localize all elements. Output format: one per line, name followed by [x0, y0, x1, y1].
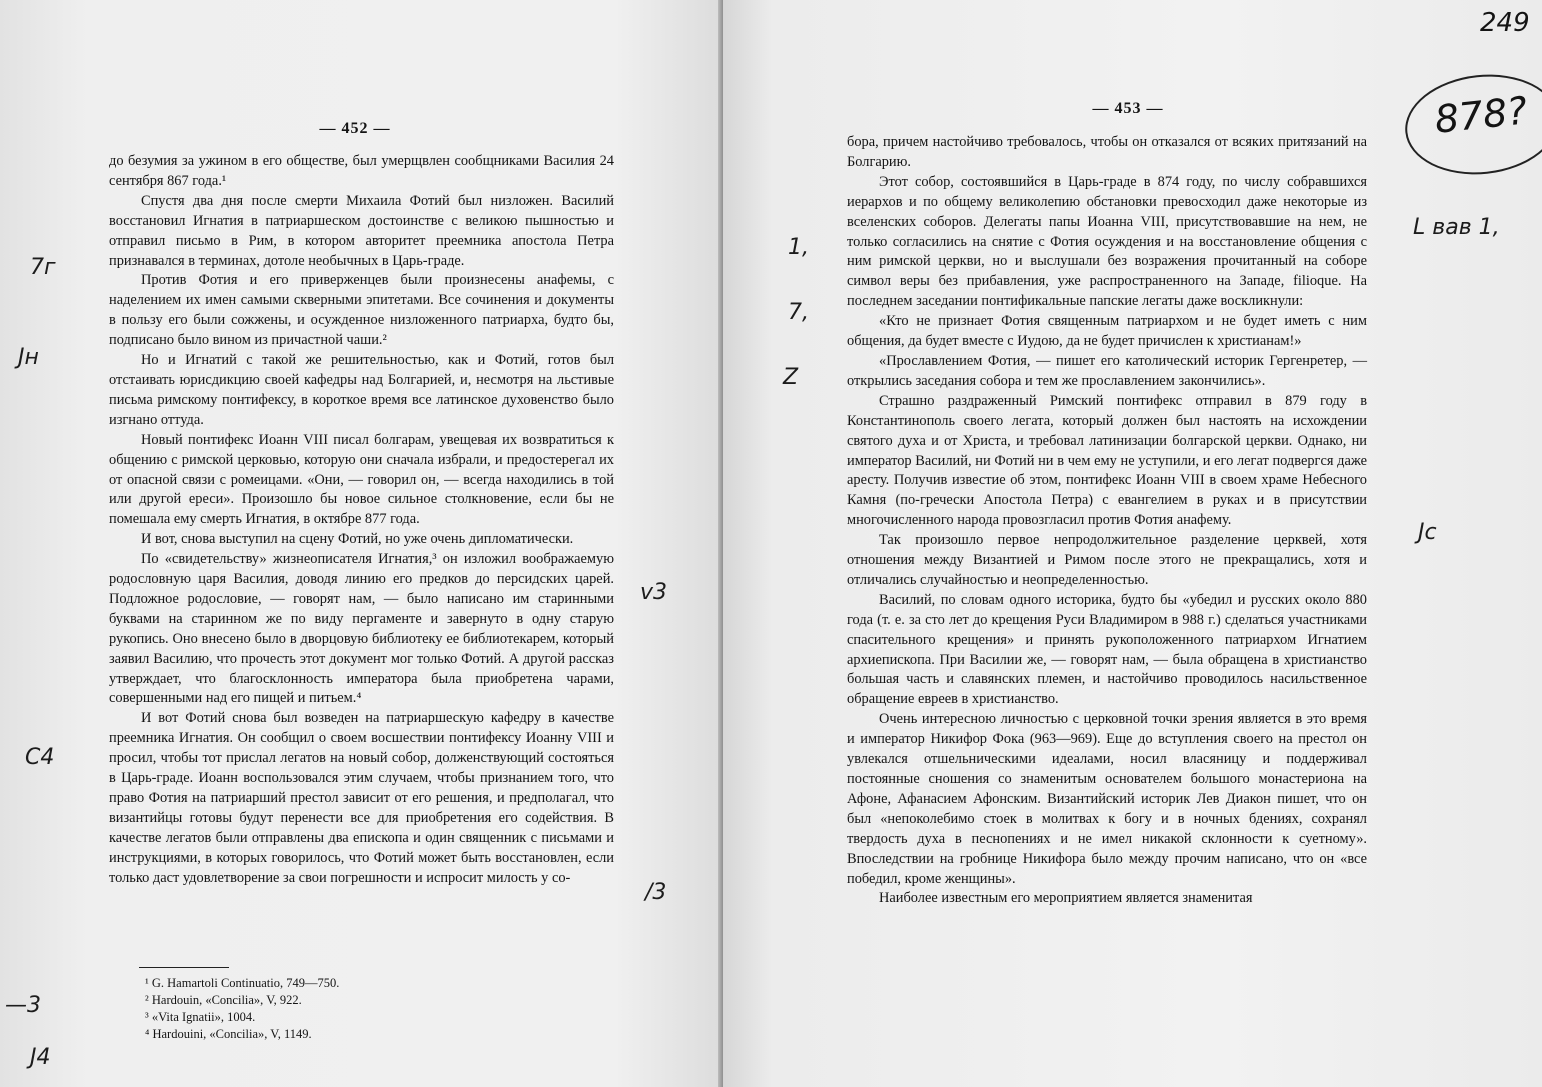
- right-page: [723, 0, 1542, 1087]
- handwritten-margin-note: 1,: [788, 235, 809, 260]
- handwritten-margin-note: 7г: [30, 255, 56, 280]
- right-page-text: [847, 133, 1367, 909]
- paragraph: И вот Фотий снова был возведен на патриаршескую кафедру в качестве преемника Игнатия. Он сообщил о своем восшествии понтифексу Иоанну VIII и просил, чтобы тот прислал легатов на новый собор, долженствующий состояться в Царь-граде. Иоанн воспользовался этим случаем, чтобы признанием того, что право Фотия на патриарший престол зависит от его решения, и предполагал, что византийцы готовы будут перенести все для приобретения его содействия. В качестве легатов были отправлены два епископа и один священник с письмами и инструкциями, в которых говорилось, что Фотий может быть восстановлен, если только даст удовлетворение за свои погрешности и испросит милость у со-: [109, 710, 614, 886]
- handwritten-margin-note: Z: [783, 365, 799, 390]
- footnote: ¹ G. Hamartoli Continuatio, 749—750.: [145, 976, 340, 990]
- handwritten-margin-note: /3: [645, 880, 667, 905]
- page-number-right: — 453 —: [1092, 100, 1164, 117]
- circled-number: 878?: [1432, 88, 1530, 142]
- handwritten-margin-note: 7,: [788, 300, 809, 325]
- paragraph: бора, причем настойчиво требовалось, чтобы он отказался от всяких притязаний на Болгарию.: [847, 134, 1367, 170]
- handwritten-margin-note: С4: [25, 745, 55, 770]
- paragraph: Против Фотия и его приверженцев были произнесены анафемы, с наделением их имен самыми скверными эпитетами. Все сочинения и документы в пользу его были сожжены, и осужденное низложенного патриарха, будто бы, подписано было вином из причастной чаши.²: [109, 272, 614, 349]
- paragraph: Этот собор, состоявшийся в Царь-граде в 874 году, по числу собравшихся иерархов и по общему великолепию обстановки превосходил даже некоторые из вселенских соборов. Делегаты папы Иоанна VIII, присутствовавшие на нем, не только согласились на снятие с Фотия осуждения и на восстановление общения с ним римской церкви, но и выслушали без возражения прочитанный на соборе символ веры без прибавления, уже распространенного на Западе, filioque. На последнем заседании понтификальные папские легаты даже воскликнули:: [847, 173, 1367, 310]
- handwritten-margin-note: —3: [5, 993, 41, 1018]
- handwritten-margin-note: v3: [640, 580, 668, 605]
- left-page: [0, 0, 723, 1087]
- paragraph: Так произошло первое непродолжительное разделение церквей, хотя отношения между Византией и Римом после этого не прекращались, хотя и отличались случайностью и неопределенностью.: [847, 532, 1367, 588]
- paragraph: «Кто не признает Фотия священным патриархом и не будет иметь с ним общения, да будет вместе с Иудою, да не будет причислен к христианам!»: [847, 313, 1367, 350]
- paragraph: Но и Игнатий с такой же решительностью, как и Фотий, готов был отстаивать юрисдикцию своей кафедры над Болгарией, и, несмотря на льстивые письма римскому понтифексу, в короткое время все латинское духовенство было изгнано оттуда.: [109, 352, 614, 428]
- left-page-text: [109, 152, 614, 889]
- circled-annotation: [1400, 67, 1542, 182]
- handwritten-margin-note: Jc: [1418, 520, 1437, 545]
- paragraph: «Прославлением Фотия, — пишет его католический историк Гергенретер, — открылись заседания собора и тем же прославлением закончились».: [847, 352, 1367, 389]
- handwritten-margin-note: L вав 1,: [1413, 215, 1500, 240]
- paragraph: Страшно раздраженный Римский понтифекс отправил в 879 году в Константинополь своего легата, который должен был настоять на исхождении святого духа и от Христа, и требовал латинизации болгарской церкви. Однако, ни император Василий, ни Фотий ни в чем ему не уступили, и его легат подвергся даже аресту. Получив известие об этом, понтифекс Иоанн VIII в своем храме Небесного Камня (по-гречески Апостола Петра) с евангелием в руках и в присутствии многочисленного народа провозгласил против Фотия анафему.: [847, 392, 1367, 529]
- footnote: ⁴ Hardouini, «Concilia», V, 1149.: [145, 1027, 312, 1041]
- paragraph: до безумия за ужином в его обществе, был умерщвлен сообщниками Василия 24 сентября 867 года.¹: [109, 153, 614, 189]
- paragraph: Спустя два дня после смерти Михаила Фотий был низложен. Василий восстановил Игнатия в патриаршеском достоинстве с великою пышностью и отправил письмо в Рим, в котором авторитет преемника апостола Петра признавался в терминах, дотоле необычных в Царь-граде.: [109, 192, 614, 269]
- handwritten-margin-note: Jн: [18, 345, 39, 370]
- footnote: ³ «Vita Ignatii», 1004.: [145, 1010, 256, 1024]
- footnote: ² Hardouin, «Concilia», V, 922.: [145, 993, 302, 1007]
- paragraph: И вот, снова выступил на сцену Фотий, но уже очень дипломатически.: [141, 531, 574, 548]
- paragraph: Новый понтифекс Иоанн VIII писал болгарам, увещевая их возвратиться к общению с римской церковью, которую они сначала избрали, и предостерегал их от опасной связи с ромеицами. «Они, — говорил он, — всегда находились в той или другой ереси». Произошло бы новое сильное столкновение, если бы не помешала ему смерть Игнатия, в октябре 877 года.: [109, 431, 614, 528]
- paragraph: Василий, по словам одного историка, будто бы «убедил и русских около 880 года (т. е. за сто лет до крещения Руси Владимиром в 988 г.) сделаться участниками спасительного крещения» и принять рукоположенного патриархом Игнатием архиепископа. При Василии же, — говорят нам, — была обращена в христианство большая часть и славянских племен, и настойчиво проводилось насильственное обращение евреев в христианство.: [847, 591, 1367, 708]
- footnotes: [145, 975, 545, 1043]
- paragraph: По «свидетельству» жизнеописателя Игнатия,³ он изложил воображаемую родословную царя Василия, доводя линию его предков до персидских царей. Подложное родословие, — говорят нам, — было написано им старинными буквами на старинном же по виду пергаменте и завернуто в одну старую рукопись. Оно внесено было в дворцовую библиотеку ее библиотекарем, который заявил Василию, что прочесть этот документ мог только Фотий. А другой рассказ утверждает, что благосклонность императора была приобретена чарами, совершенными над его пищей и питьем.⁴: [109, 551, 614, 707]
- paragraph: Очень интересною личностью с церковной точки зрения является в это время и император Никифор Фока (963—969). Еще до вступления своего на престол он увлекался отшельническими идеалами, носил власяницу и поддерживал постоянные сношения со знаменитым основателем большого монастериона на Афоне, Афанасием Афонским. Византийский историк Лев Диакон пишет, что он был «непоколебимо стоек в молитвах к богу и в ночных бдениях, сохранял твердость духа в песнопениях и не имел никакой склонности к суетному». Впоследствии на гробнице Никифора было между прочим написано, что он «все победил, кроме женщины».: [847, 711, 1367, 887]
- paragraph: Наиболее известным его мероприятием является знаменитая: [879, 890, 1253, 907]
- page-number-left: — 452 —: [319, 120, 391, 137]
- handwritten-margin-note: J4: [30, 1045, 51, 1070]
- footnote-divider: [139, 967, 229, 968]
- handwritten-archive-number: 249: [1480, 8, 1530, 38]
